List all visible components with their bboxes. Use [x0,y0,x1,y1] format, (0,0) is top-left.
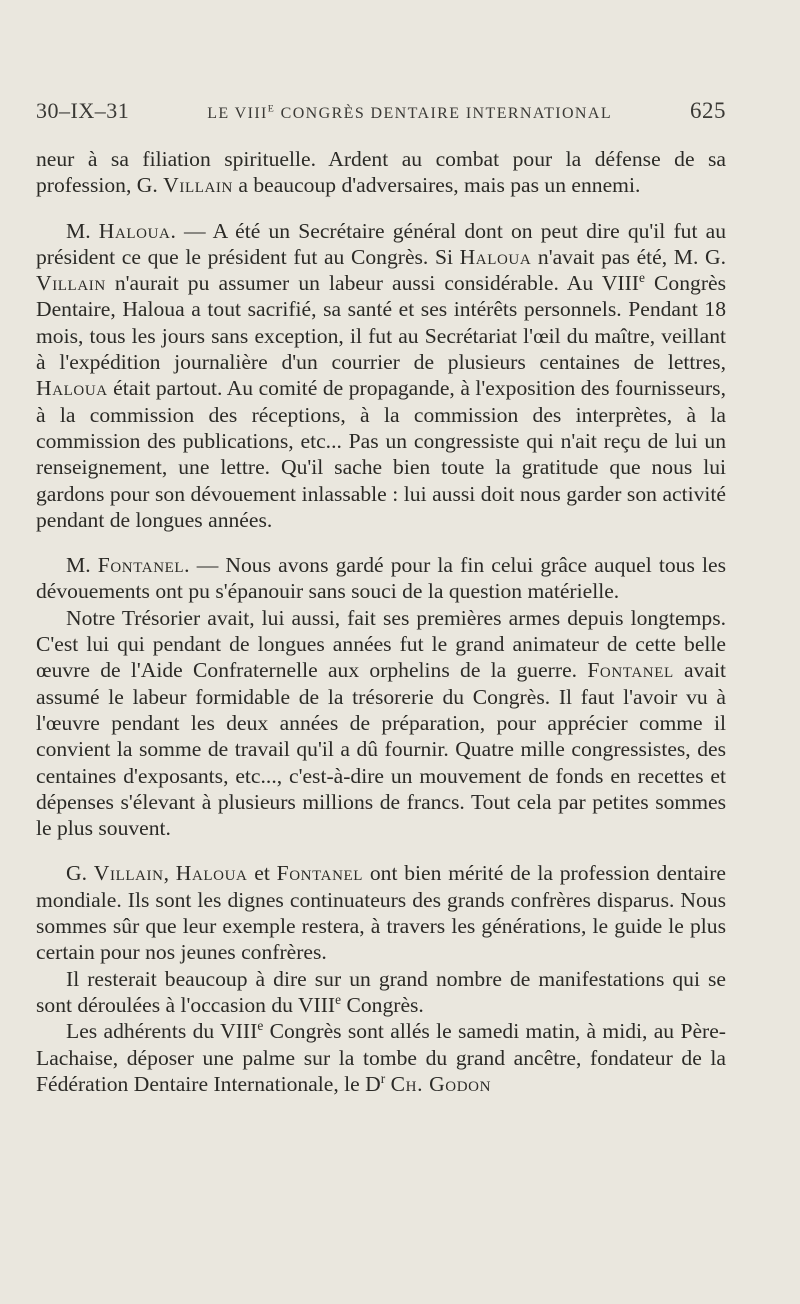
name-fontanel: Fontanel [276,861,364,886]
text-run: Il resterait beaucoup à dire sur un grand nombre de manifestations qui se sont déroulées à l'occasion du VIII [36,966,726,1017]
running-title-main: LE VIII [207,105,268,122]
text-run: Congrès sont allés le samedi matin, à midi, au Père-Lachaise, déposer une palme sur la tombe du grand ancêtre, fondateur de la Fédération Dentaire Internationale, le D [36,1019,727,1096]
name-fontanel: Fontanel [587,658,674,683]
name-haloua: Haloua [36,376,108,401]
text-run: ont bien mérité de la profession dentaire mondiale. Ils sont les dignes continuateurs des grands confrères disparus. Nous sommes sûr que leur exemple restera, à travers les générations, le guide le plus certain pour nos jeunes confrères. [36,861,726,965]
paragraph-pere-lachaise [36,1018,726,1097]
name-haloua: Haloua [175,861,248,886]
superscript: e [335,991,342,1007]
running-title-sup: E [267,103,276,115]
name-haloua: Haloua [459,244,532,269]
header-date: 30–IX–31 [36,98,130,123]
text-run: M. [66,218,99,243]
text-run: avait assumé le labeur formidable de la trésorerie du Congrès. Il faut l'avoir vu à l'œuvre pendant les deux années de préparation, pour apprécier comme il convient la somme de travail qu'il a dû fournir. Quatre mille congressistes, des centaines d'exposants, etc..., c'est-à-dire un mouvement de fonds en recettes et dépenses s'élevant à plusieurs millions de francs. Tout cela par petites sommes le plus souvent. [36,658,726,841]
text-run: et [247,861,277,886]
superscript: r [380,1070,386,1086]
paragraph-haloua [36,218,726,534]
superscript: e [257,1018,264,1034]
text-run: a beaucoup d'adversaires, mais pas un ennemi. [232,173,641,198]
text-run: M. [66,553,98,578]
name-fontanel: Fontanel [97,553,185,578]
running-title-rest: CONGRÈS DENTAIRE INTERNATIONAL [275,105,613,122]
paragraph-tresorier [36,605,726,842]
text-run: était partout. Au comité de propagande, à l'exposition des fournisseurs, à la commission des réceptions, à la commission des interprètes, à la commission des publications, etc... Pas un congressiste qui n'ait reçu de lui un renseignement, une lettre. Qu'il sache bien toute la gratitude que nous lui gardons pour son dévouement inlassable : lui aussi doit nous garder son activité pendant de longues années. [36,376,726,532]
paragraph-manifestations [36,966,726,1019]
text-run: Les adhérents du VIII [66,1019,258,1044]
text-run: n'aurait pu assumer un labeur aussi considérable. Au VIII [105,271,639,296]
text-run: Congrès. [341,992,424,1017]
running-title [129,105,690,123]
running-header [36,98,726,130]
page-number: 625 [690,98,726,123]
name-haloua: Haloua [98,218,171,243]
name-villain: Villain [163,173,233,198]
text-run: Notre Trésorier avait, lui aussi, fait ses premières armes depuis longtemps. C'est lui qui pendant de longues années fut le grand animateur de cette belle œuvre de l'Aide Confraternelle aux orphelins de la guerre. [36,605,726,683]
text-run: G. [66,861,94,886]
text-run: n'avait pas été, M. G. [531,244,726,269]
paragraph-fontanel [36,552,726,605]
text-run: . — Nous avons gardé pour la fin celui grâce auquel tous les dévouements ont pu s'épanouir sans souci de la question matérielle. [36,553,726,604]
superscript: e [639,270,645,285]
paragraph-1 [36,146,726,199]
name-godon: Ch. Godon [390,1071,491,1096]
name-villain: Villain [36,271,106,296]
text-run: . — A été un Secrétaire général dont on peut dire qu'il fut au président ce que le président fut au Congrès. Si [36,218,726,269]
text-body [36,146,726,1097]
text-run: neur à sa filiation spirituelle. Ardent au combat pour la défense de sa profession, G. [36,147,726,198]
paragraph-tribute [36,860,726,965]
text-run: , [163,861,176,886]
text-run: Congrès Dentaire, Haloua a tout sacrifié, sa santé et ses intérêts personnels. Pendant 18 mois, tous les jours sans exception, il fut au Secrétariat l'œil du maître, veillant à l'expédition journalière d'un courrier de plusieurs centaines de lettres, [36,271,726,375]
name-villain: Villain [93,861,164,886]
